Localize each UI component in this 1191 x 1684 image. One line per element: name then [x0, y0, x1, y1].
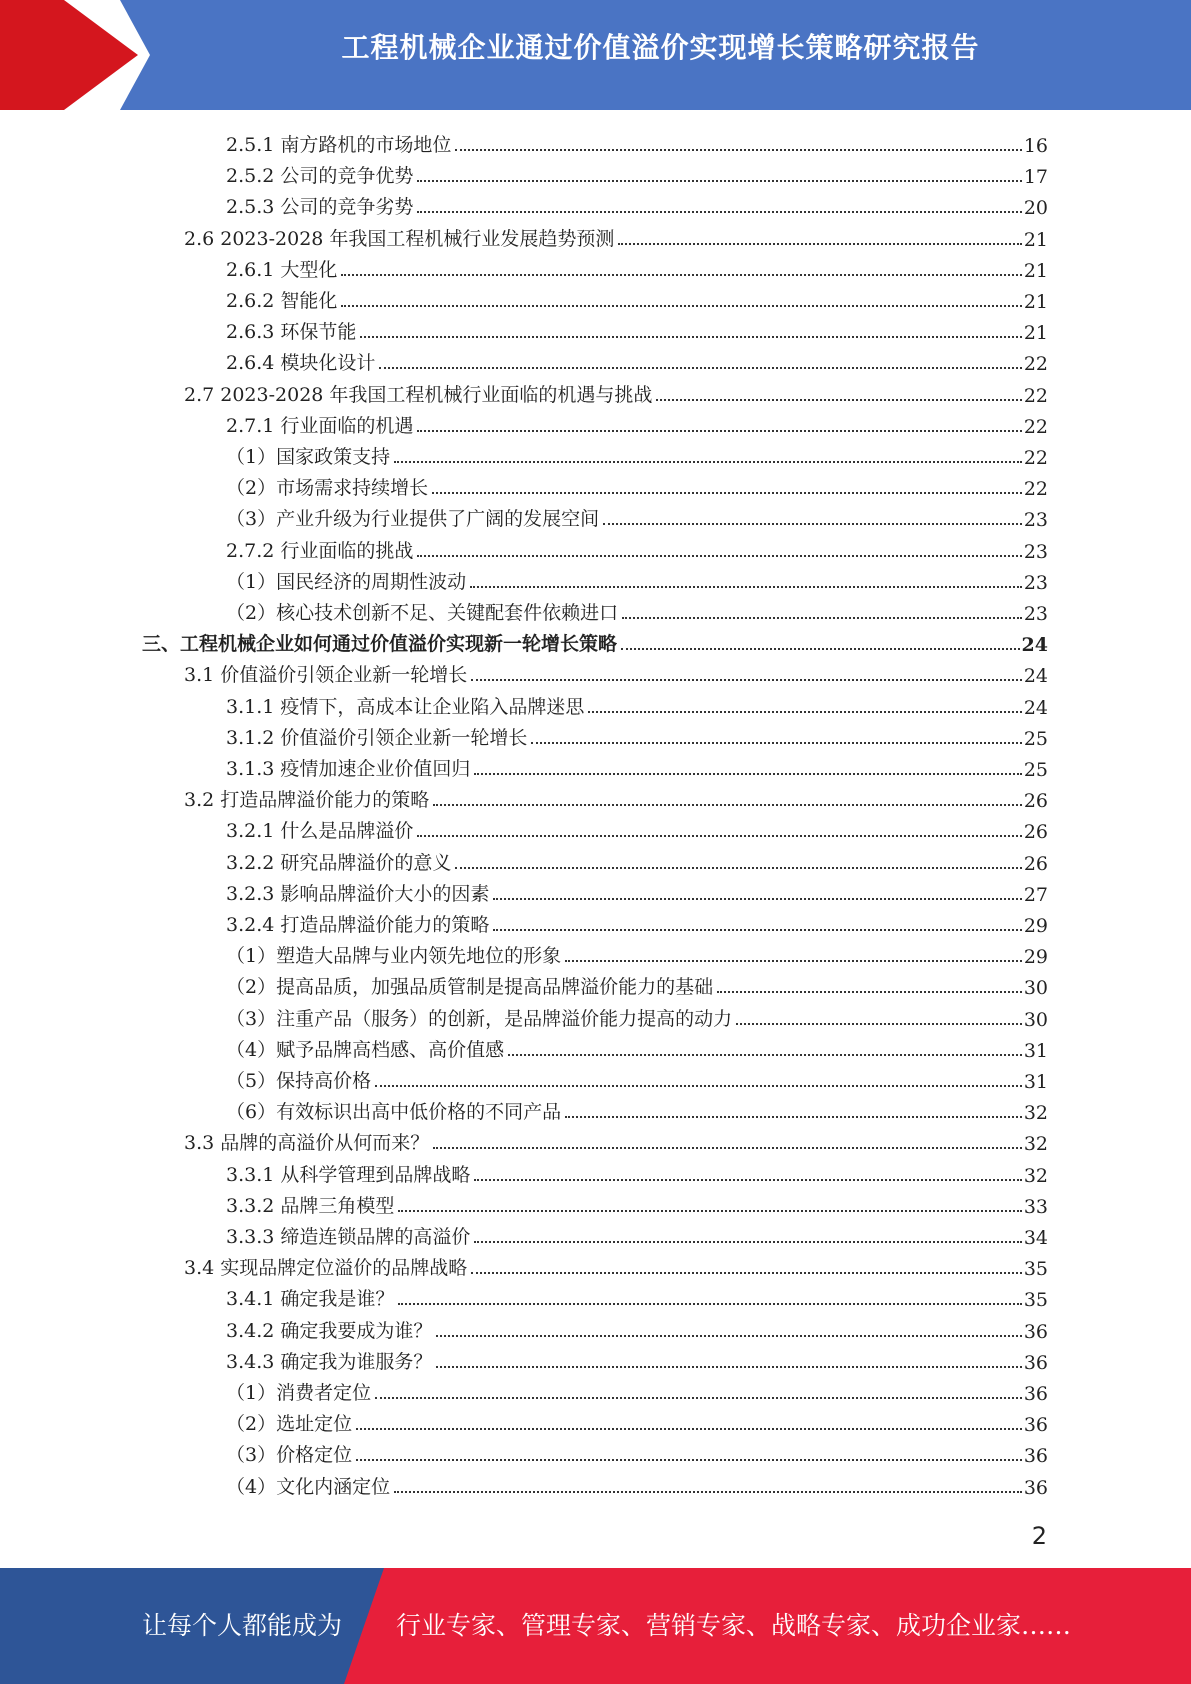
toc-entry-title: （2）提高品质，加强品质管制是提高品牌溢价能力的基础: [226, 976, 714, 999]
toc-entry-title: （4）文化内涵定位: [226, 1475, 391, 1498]
toc-entry-title: 2.6.3 环保节能: [226, 321, 357, 344]
toc-entry-page: 32: [1023, 1102, 1048, 1125]
toc-entry-page: 22: [1023, 478, 1048, 501]
toc-entry[interactable]: [226, 533, 1048, 563]
toc-dot-leader: [436, 1335, 1021, 1337]
toc-dot-leader: [531, 742, 1021, 744]
toc-entry[interactable]: [226, 439, 1048, 469]
toc-entry-page: 21: [1023, 259, 1048, 282]
toc-entry[interactable]: [226, 1188, 1048, 1218]
toc-entry[interactable]: [226, 1001, 1048, 1031]
toc-entry-page: 35: [1023, 1289, 1048, 1312]
toc-dot-leader: [455, 149, 1021, 151]
toc-dot-leader: [656, 399, 1021, 401]
toc-entry-title: （4）赋予品牌高档感、高价值感: [226, 1038, 505, 1061]
toc-entry[interactable]: [226, 689, 1048, 719]
toc-entry[interactable]: [226, 1094, 1048, 1124]
toc-entry[interactable]: [226, 470, 1048, 500]
toc-entry-title: 3.1.1 疫情下，高成本让企业陷入品牌迷思: [226, 695, 585, 718]
toc-dot-leader: [471, 679, 1022, 681]
toc-dot-leader: [474, 1179, 1021, 1181]
toc-entry-page: 21: [1023, 228, 1048, 251]
toc-entry-page: 26: [1023, 852, 1048, 875]
toc-dot-leader: [588, 711, 1021, 713]
toc-entry-title: （2）选址定位: [226, 1413, 353, 1436]
toc-dot-leader: [394, 1491, 1022, 1493]
toc-entry-title: （1）国民经济的周期性波动: [226, 570, 467, 593]
page-number: 2: [1031, 1522, 1047, 1550]
toc-entry-page: 36: [1023, 1414, 1048, 1437]
toc-entry[interactable]: [226, 345, 1048, 375]
toc-entry[interactable]: [184, 221, 1048, 251]
toc-dot-leader: [417, 430, 1021, 432]
toc-entry-title: 3.1.3 疫情加速企业价值回归: [226, 758, 471, 780]
toc-entry[interactable]: [226, 1063, 1048, 1093]
toc-entry[interactable]: [226, 1375, 1048, 1405]
toc-dot-leader: [433, 1147, 1022, 1149]
toc-dot-leader: [474, 1241, 1021, 1243]
toc-dot-leader: [398, 1210, 1021, 1212]
toc-entry[interactable]: [226, 564, 1048, 594]
toc-entry-page: 22: [1023, 384, 1048, 407]
toc-entry-title: 2.5.1 南方路机的市场地位: [226, 134, 452, 156]
toc-entry[interactable]: [226, 938, 1048, 968]
toc-entry-title: 2.5.2 公司的竞争优势: [226, 165, 414, 188]
toc-entry-title: 三、工程机械企业如何通过价值溢价实现新一轮增长策略: [142, 633, 618, 656]
toc-entry-page: 16: [1023, 135, 1048, 157]
toc-entry[interactable]: [226, 283, 1048, 313]
toc-dot-leader: [618, 243, 1021, 245]
toc-dot-leader: [433, 804, 1022, 806]
toc-entry[interactable]: [226, 1437, 1048, 1467]
toc-entry-title: 2.7.2 行业面临的挑战: [226, 539, 414, 562]
toc-dot-leader: [717, 991, 1022, 993]
toc-entry-title: 3.3.1 从科学管理到品牌战略: [226, 1163, 471, 1186]
toc-entry-page: 23: [1023, 540, 1048, 563]
toc-entry-page: 21: [1023, 291, 1048, 313]
toc-entry-page: 23: [1023, 509, 1048, 532]
toc-dot-leader: [432, 492, 1022, 494]
toc-entry-page: 36: [1023, 1445, 1048, 1468]
toc-entry[interactable]: [184, 1250, 1048, 1280]
toc-dot-leader: [394, 461, 1022, 463]
toc-dot-leader: [375, 1397, 1022, 1399]
toc-entry-page: 31: [1023, 1071, 1048, 1093]
toc-entry-title: 3.2.1 什么是品牌溢价: [226, 820, 414, 843]
toc-dot-leader: [622, 617, 1022, 619]
toc-entry[interactable]: [184, 1125, 1048, 1155]
toc-entry-page: 33: [1023, 1195, 1048, 1218]
toc-entry[interactable]: [226, 876, 1048, 906]
toc-entry-page: 25: [1023, 759, 1048, 781]
toc-dot-leader: [565, 1116, 1022, 1118]
toc-entry-title: 3.3.2 品牌三角模型: [226, 1194, 395, 1217]
toc-entry-title: 2.5.3 公司的竞争劣势: [226, 196, 414, 219]
toc-entry[interactable]: [226, 158, 1048, 188]
toc-entry-page: 23: [1023, 571, 1048, 594]
toc-entry-page: 36: [1023, 1351, 1048, 1374]
toc-entry[interactable]: [226, 1406, 1048, 1436]
toc-entry-page: 29: [1023, 946, 1048, 969]
toc-entry[interactable]: [226, 314, 1048, 344]
toc-entry-title: 3.4.1 确定我是谁？: [226, 1288, 395, 1311]
toc-entry-title: 2.7 2023-2028 年我国工程机械行业面临的机遇与挑战: [184, 383, 653, 406]
report-title: 工程机械企业通过价值溢价实现增长策略研究报告: [341, 31, 980, 64]
toc-dot-leader: [398, 1303, 1021, 1305]
toc-dot-leader: [417, 835, 1021, 837]
toc-entry-page: 25: [1023, 727, 1048, 750]
footer-slogan: 让每个人都能成为: [142, 1611, 343, 1640]
toc-entry-title: 3.3 品牌的高溢价从何而来？: [184, 1132, 430, 1155]
toc-entry-title: （3）注重产品（服务）的创新，是品牌溢价能力提高的动力: [226, 1007, 733, 1030]
toc-entry-title: 3.2.4 打造品牌溢价能力的策略: [226, 914, 490, 936]
toc-entry-title: （3）产业升级为行业提供了广阔的发展空间: [226, 508, 600, 531]
toc-entry-title: （6）有效标识出高中低价格的不同产品: [226, 1101, 562, 1124]
footer-roles: 行业专家、管理专家、营销专家、战略专家、成功企业家……: [396, 1611, 1072, 1640]
toc-entry[interactable]: [226, 501, 1048, 531]
toc-entry[interactable]: [184, 657, 1048, 687]
toc-entry-page: 35: [1023, 1258, 1048, 1281]
toc-dot-leader: [470, 586, 1022, 588]
toc-dot-leader: [417, 555, 1021, 557]
toc-entry-page: 24: [1023, 696, 1048, 719]
toc-dot-leader: [356, 1428, 1022, 1430]
toc-entry-page: 32: [1023, 1133, 1048, 1156]
toc-entry-title: （5）保持高价格: [226, 1070, 372, 1092]
toc-entry-title: 3.3.3 缔造连锁品牌的高溢价: [226, 1226, 471, 1248]
toc-entry-page: 26: [1023, 821, 1048, 844]
toc-entry-title: 3.4.3 确定我为谁服务？: [226, 1350, 433, 1373]
toc-entry[interactable]: [184, 377, 1048, 407]
toc-entry-title: 3.2.2 研究品牌溢价的意义: [226, 851, 452, 874]
toc-entry-page: 24: [1023, 665, 1048, 688]
toc-entry-title: 3.4.2 确定我要成为谁？: [226, 1319, 433, 1342]
toc-entry[interactable]: [226, 1281, 1048, 1311]
toc-entry-title: 3.2 打造品牌溢价能力的策略: [184, 789, 430, 812]
toc-entry[interactable]: [226, 189, 1048, 219]
toc-entry-page: 32: [1023, 1164, 1048, 1187]
toc-dot-leader: [375, 1085, 1022, 1087]
toc-entry[interactable]: [226, 1157, 1048, 1187]
toc-entry-title: 2.6 2023-2028 年我国工程机械行业发展趋势预测: [184, 227, 615, 250]
page-footer: [0, 1568, 1191, 1684]
toc-entry-title: 3.2.3 影响品牌溢价大小的因素: [226, 882, 490, 905]
toc-entry-title: 2.6.4 模块化设计: [226, 352, 376, 375]
toc-dot-leader: [493, 898, 1021, 900]
toc-entry-page: 26: [1023, 790, 1048, 813]
toc-entry[interactable]: [226, 127, 1048, 157]
toc-entry-title: （2）市场需求持续增长: [226, 477, 429, 500]
toc-entry-page: 36: [1023, 1383, 1048, 1405]
toc-entry-page: 36: [1023, 1476, 1048, 1499]
toc-entry-title: （1）消费者定位: [226, 1382, 372, 1404]
toc-entry-page: 17: [1023, 166, 1048, 189]
toc-entry-title: （1）国家政策支持: [226, 446, 391, 468]
toc-dot-leader: [417, 211, 1021, 213]
toc-dot-leader: [341, 305, 1021, 307]
toc-dot-leader: [360, 336, 1021, 338]
toc-entry-page: 21: [1023, 322, 1048, 345]
toc-entry-title: 2.7.1 行业面临的机遇: [226, 414, 414, 437]
toc-entry[interactable]: [226, 595, 1048, 625]
toc-entry-title: 3.4 实现品牌定位溢价的品牌战略: [184, 1257, 468, 1280]
toc-dot-leader: [471, 1272, 1022, 1274]
toc-entry[interactable]: [226, 813, 1048, 843]
toc-entry-title: （2）核心技术创新不足、关键配套件依赖进口: [226, 602, 619, 624]
toc-entry[interactable]: [226, 845, 1048, 875]
toc-dot-leader: [621, 648, 1020, 650]
toc-entry[interactable]: [226, 1313, 1048, 1343]
toc-dot-leader: [455, 867, 1021, 869]
toc-entry[interactable]: [226, 907, 1048, 937]
toc-dot-leader: [736, 1023, 1022, 1025]
toc-dot-leader: [508, 1054, 1022, 1056]
page-header: [0, 0, 1191, 110]
toc-entry-title: 2.6.1 大型化: [226, 258, 338, 281]
toc-dot-leader: [493, 929, 1021, 931]
toc-entry-page: 22: [1023, 447, 1048, 469]
toc-entry[interactable]: [226, 751, 1048, 781]
toc-entry[interactable]: [226, 252, 1048, 282]
toc-dot-leader: [379, 367, 1021, 369]
toc-dot-leader: [565, 960, 1022, 962]
toc-entry-page: 22: [1023, 415, 1048, 438]
toc-entry[interactable]: [226, 1032, 1048, 1062]
toc-entry-title: 2.6.2 智能化: [226, 290, 338, 312]
toc-dot-leader: [356, 1459, 1022, 1461]
toc-entry[interactable]: [226, 1469, 1048, 1499]
toc-entry-title: （3）价格定位: [226, 1444, 353, 1467]
toc-entry-page: 27: [1023, 883, 1048, 906]
toc-entry-page: 24: [1021, 634, 1048, 657]
toc-dot-leader: [436, 1366, 1021, 1368]
toc-entry[interactable]: [184, 782, 1048, 812]
toc-entry[interactable]: [226, 408, 1048, 438]
toc-entry-page: 22: [1023, 353, 1048, 376]
toc-entry-page: 36: [1023, 1320, 1048, 1343]
toc-entry-page: 30: [1023, 977, 1048, 1000]
toc-dot-leader: [603, 523, 1022, 525]
toc-entry-title: 3.1.2 价值溢价引领企业新一轮增长: [226, 726, 528, 749]
toc-entry-page: 31: [1023, 1039, 1048, 1062]
toc-dot-leader: [341, 274, 1021, 276]
toc-entry-page: 34: [1023, 1227, 1048, 1249]
toc-dot-leader: [417, 180, 1021, 182]
toc-entry-title: （1）塑造大品牌与业内领先地位的形象: [226, 945, 562, 968]
toc-entry-page: 30: [1023, 1008, 1048, 1031]
toc-dot-leader: [474, 773, 1021, 775]
toc-entry[interactable]: [226, 1344, 1048, 1374]
toc-entry[interactable]: [226, 1219, 1048, 1249]
toc-entry-page: 20: [1023, 197, 1048, 220]
toc-entry-page: 29: [1023, 915, 1048, 937]
toc-entry[interactable]: [226, 720, 1048, 750]
toc-entry[interactable]: [142, 626, 1048, 656]
toc-entry[interactable]: [226, 969, 1048, 999]
toc-entry-page: 23: [1023, 603, 1048, 625]
toc-entry-title: 3.1 价值溢价引领企业新一轮增长: [184, 664, 468, 687]
